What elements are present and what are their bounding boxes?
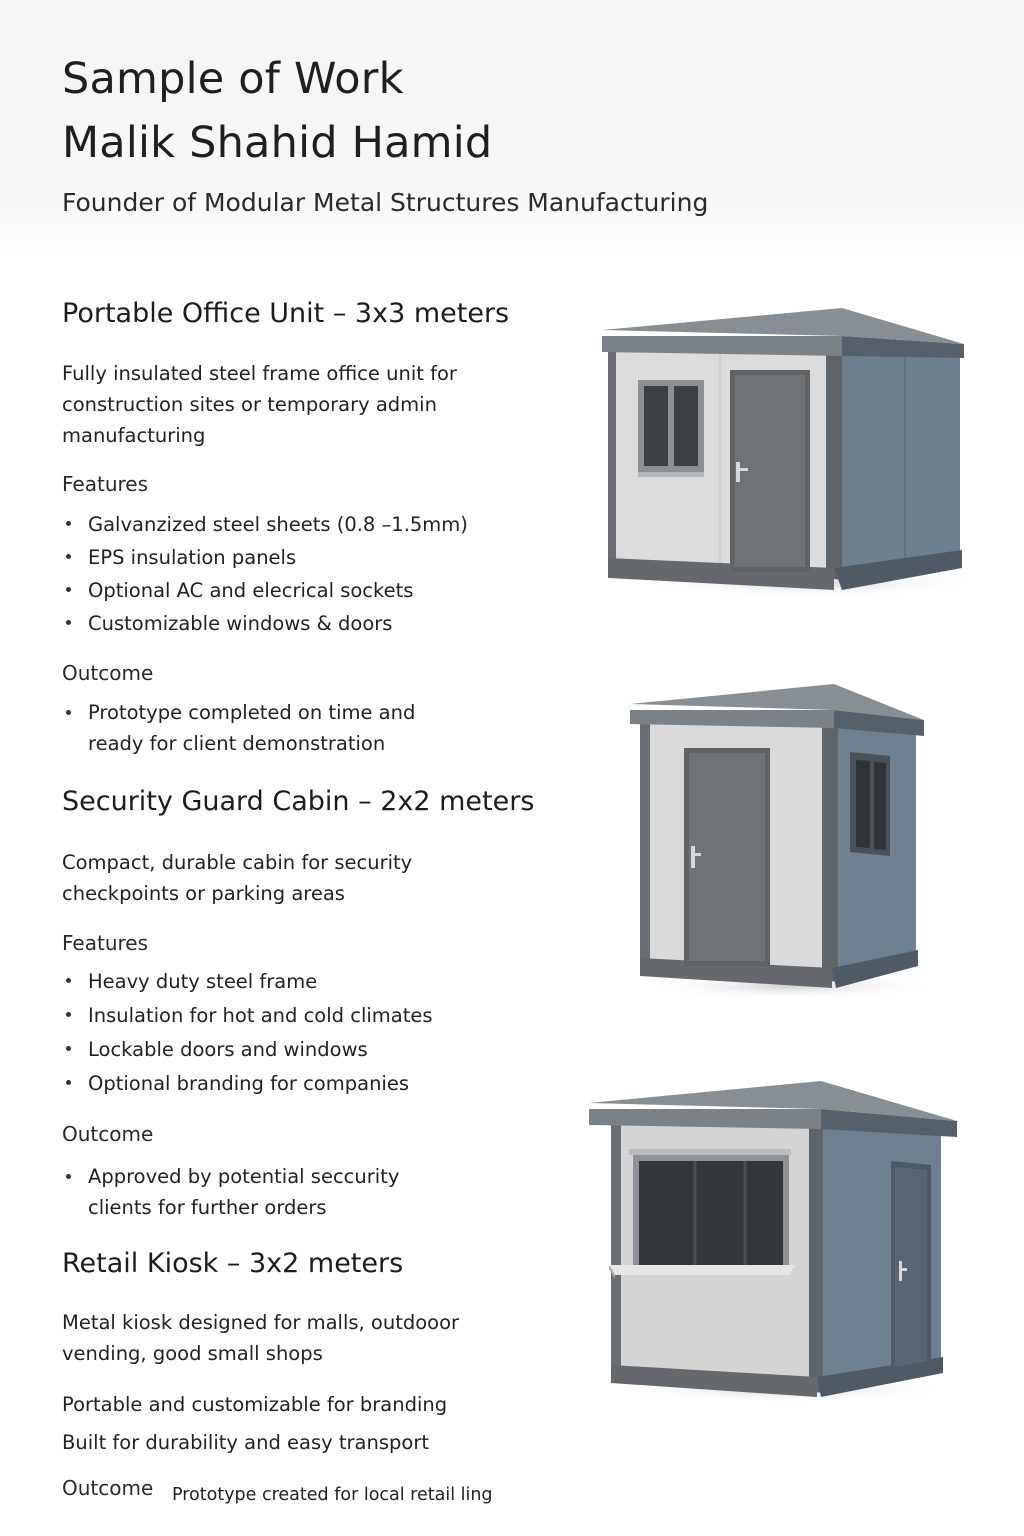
list-item: Approved by potential seccurity clients for further orders <box>62 1161 462 1223</box>
list-item: Lockable doors and windows <box>62 1033 433 1067</box>
list-item: Optional AC and elecrical sockets <box>62 574 468 607</box>
outcome-label-office: Outcome <box>62 661 154 685</box>
outcome-label-guard-cabin: Outcome <box>62 1122 154 1146</box>
list-item: Insulation for hot and cold climates <box>62 999 433 1033</box>
features-list-guard-cabin <box>62 965 433 1101</box>
retail-kiosk-image <box>585 1075 965 1405</box>
outcome-list-guard-cabin <box>62 1161 462 1223</box>
list-item: Customizable windows & doors <box>62 607 468 640</box>
kiosk-point-branding: Portable and customizable for branding <box>62 1393 448 1416</box>
guard-cabin-image <box>620 680 940 1010</box>
list-item: Prototype completed on time and ready for client demonstration <box>62 697 462 759</box>
page-subtitle: Founder of Modular Metal Structures Manufacturing <box>62 188 709 217</box>
list-item: Galvanzized steel sheets (0.8 –1.5mm) <box>62 508 468 541</box>
list-item: Optional branding for companies <box>62 1067 433 1101</box>
section-description-retail-kiosk: Metal kiosk designed for malls, outdooor vending, good small shops <box>62 1311 460 1365</box>
list-item: Heavy duty steel frame <box>62 965 433 999</box>
section-title-office: Portable Office Unit – 3x3 meters <box>62 298 510 329</box>
outcome-list-office <box>62 697 462 759</box>
office-unit-image <box>590 300 980 610</box>
list-item: EPS insulation panels <box>62 541 468 574</box>
section-title-guard-cabin: Security Guard Cabin – 2x2 meters <box>62 786 535 817</box>
kiosk-point-durability: Built for durability and easy transport <box>62 1431 429 1454</box>
features-label-office: Features <box>62 472 148 496</box>
outcome-text-retail-kiosk: Prototype created for local retail ling <box>172 1485 493 1505</box>
outcome-label-retail-kiosk: Outcome <box>62 1476 154 1500</box>
page-title: Sample of Work <box>62 54 404 104</box>
section-description-office: Fully insulated steel frame office unit for construction sites or temporary admin manufacturing <box>62 362 457 447</box>
features-list-office <box>62 508 468 640</box>
features-label-guard-cabin: Features <box>62 931 148 955</box>
section-title-retail-kiosk: Retail Kiosk – 3x2 meters <box>62 1248 404 1279</box>
section-description-guard-cabin: Compact, durable cabin for security checkpoints or parking areas <box>62 851 413 905</box>
author-name: Malik Shahid Hamid <box>62 118 493 168</box>
